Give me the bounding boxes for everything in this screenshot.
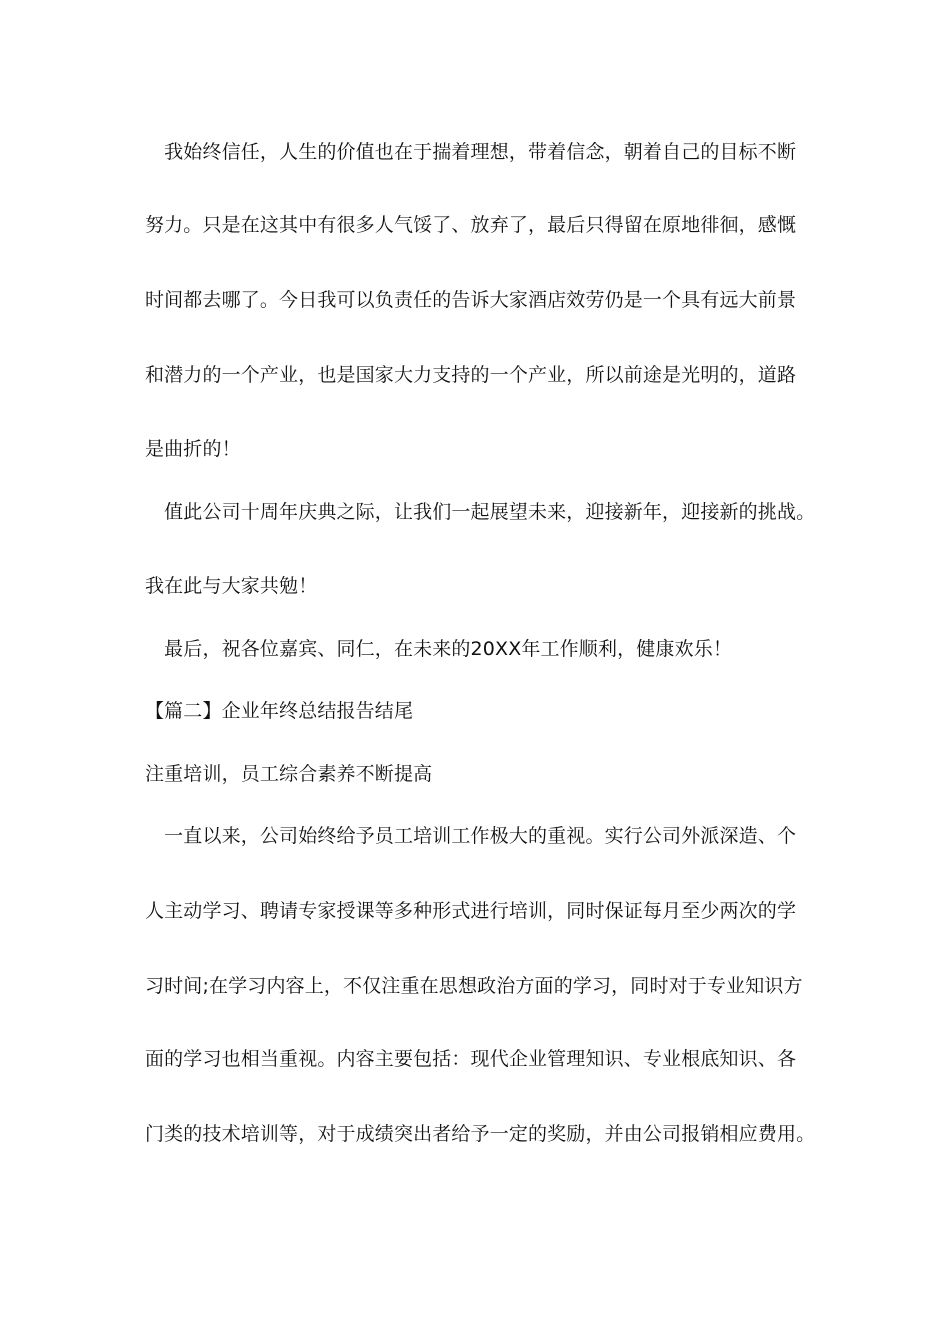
section-subheading: 注重培训，员工综合素养不断提高 <box>145 763 433 785</box>
paragraph-line: 最后，祝各位嘉宾、同仁，在未来的20XX年工作顺利，健康欢乐！ <box>145 638 733 660</box>
paragraph-line: 习时间;在学习内容上，不仅注重在思想政治方面的学习，同时对于专业知识方 <box>145 975 803 997</box>
paragraph-line: 努力。只是在这其中有很多人气馁了、放弃了，最后只得留在原地徘徊，感慨 <box>145 214 797 236</box>
paragraph-line: 门类的技术培训等，对于成绩突出者给予一定的奖励，并由公司报销相应费用。 <box>145 1123 816 1145</box>
section-heading: 【篇二】企业年终总结报告结尾 <box>145 700 414 722</box>
paragraph-line: 和潜力的一个产业，也是国家大力支持的一个产业，所以前途是光明的，道路 <box>145 364 797 386</box>
paragraph-line: 人主动学习、聘请专家授课等多种形式进行培训，同时保证每月至少两次的学 <box>145 900 797 922</box>
paragraph-line: 我始终信任，人生的价值也在于揣着理想，带着信念，朝着自己的目标不断 <box>145 141 797 163</box>
paragraph-line: 是曲折的！ <box>145 438 241 460</box>
paragraph-line: 我在此与大家共勉！ <box>145 575 318 597</box>
paragraph-line: 时间都去哪了。今日我可以负责任的告诉大家酒店效劳仍是一个具有远大前景 <box>145 289 797 311</box>
paragraph-line: 面的学习也相当重视。内容主要包括：现代企业管理知识、专业根底知识、各 <box>145 1048 797 1070</box>
paragraph-line: 值此公司十周年庆典之际，让我们一起展望未来，迎接新年，迎接新的挑战。 <box>145 501 816 523</box>
paragraph-line: 一直以来，公司始终给予员工培训工作极大的重视。实行公司外派深造、个 <box>145 825 797 847</box>
